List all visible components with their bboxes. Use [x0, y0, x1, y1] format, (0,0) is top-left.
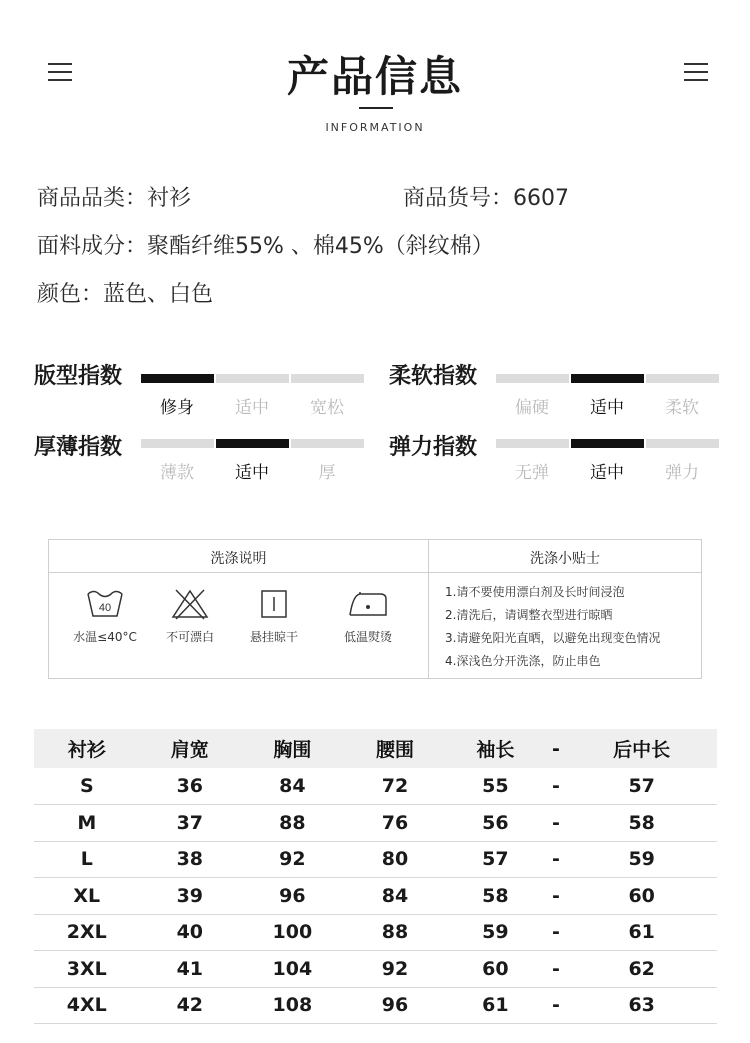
index-option-label: 柔软	[665, 398, 699, 418]
index-option-label: 修身	[160, 398, 194, 418]
table-cell: 100	[240, 914, 345, 951]
table-cell: 57	[566, 768, 717, 805]
index-bar-segment	[496, 374, 569, 383]
table-row	[34, 878, 717, 915]
index-bar-segment	[141, 439, 214, 448]
table-cell: 58	[566, 805, 717, 842]
info-fabric: 面料成分：聚酯纤维55% 、棉45%（斜纹棉）	[37, 234, 494, 259]
table-row	[34, 914, 717, 951]
index-label-fit: 版型指数	[34, 364, 123, 389]
size-label-cell: M	[34, 805, 140, 842]
index-bar-segment	[141, 374, 214, 383]
index-bar-segment	[571, 439, 644, 448]
table-cell: -	[546, 768, 567, 805]
wash-instructions-title: 洗涤说明	[210, 551, 267, 567]
line-dry-icon	[254, 588, 294, 620]
table-cell: 104	[240, 951, 345, 988]
size-table	[34, 729, 717, 1024]
table-cell: 88	[240, 805, 345, 842]
menu-icon-right[interactable]	[684, 63, 708, 83]
table-row	[34, 805, 717, 842]
wash-tips-title: 洗涤小贴士	[530, 551, 600, 567]
index-option-label: 适中	[590, 463, 624, 483]
index-option-label: 弹力	[665, 463, 699, 483]
table-header-cell: 腰围	[345, 729, 445, 768]
table-cell: 61	[566, 914, 717, 951]
table-cell: 96	[240, 878, 345, 915]
care-instructions-box	[48, 539, 702, 679]
table-header-cell: 袖长	[445, 729, 545, 768]
table-cell: 84	[345, 878, 445, 915]
table-cell: -	[546, 951, 567, 988]
index-option-label: 偏硬	[515, 398, 549, 418]
index-option-label: 适中	[590, 398, 624, 418]
care-label: 低温熨烫	[343, 630, 392, 644]
table-cell: 61	[445, 987, 545, 1024]
svg-text:40: 40	[98, 602, 112, 614]
index-option-label: 薄款	[160, 463, 194, 483]
care-label: 不可漂白	[165, 630, 214, 644]
care-tip: 1.请不要使用漂白剂及长时间浸泡	[445, 585, 625, 599]
index-option-label: 适中	[235, 398, 269, 418]
no-bleach-icon	[170, 588, 210, 620]
index-bar-segment	[216, 374, 289, 383]
info-item-no: 商品货号：6607	[403, 186, 569, 211]
index-label-thickness: 厚薄指数	[34, 435, 123, 460]
care-label: 悬挂晾干	[249, 630, 298, 644]
care-divider	[49, 572, 701, 573]
title-divider	[359, 107, 393, 109]
table-cell: 92	[240, 841, 345, 878]
index-label-softness: 柔软指数	[389, 364, 478, 389]
table-cell: 80	[345, 841, 445, 878]
index-option-label: 适中	[235, 463, 269, 483]
table-cell: 57	[445, 841, 545, 878]
index-bar-segment	[646, 439, 719, 448]
table-cell: 40	[140, 914, 240, 951]
table-cell: 60	[566, 878, 717, 915]
table-header-cell: 衬衫	[34, 729, 140, 768]
table-cell: -	[546, 805, 567, 842]
index-label-elasticity: 弹力指数	[389, 435, 478, 460]
size-label-cell: 4XL	[34, 987, 140, 1024]
table-cell: 60	[445, 951, 545, 988]
table-cell: 58	[445, 878, 545, 915]
table-cell: -	[546, 987, 567, 1024]
care-tip: 4.深浅色分开洗涤，防止串色	[445, 654, 601, 668]
table-cell: 88	[345, 914, 445, 951]
table-cell: 96	[345, 987, 445, 1024]
table-header-cell: -	[546, 729, 567, 768]
table-cell: 84	[240, 768, 345, 805]
wash-40-icon	[85, 588, 125, 620]
index-bar-segment	[216, 439, 289, 448]
index-bar-segment	[646, 374, 719, 383]
care-item-wash	[65, 588, 145, 645]
table-row	[34, 987, 717, 1024]
table-cell: 59	[566, 841, 717, 878]
size-label-cell: 3XL	[34, 951, 140, 988]
index-option-label: 厚	[318, 463, 336, 483]
header	[0, 0, 750, 150]
table-header-cell: 胸围	[240, 729, 345, 768]
page-subtitle: INFORMATION	[325, 121, 425, 134]
care-tip: 2.清洗后，请调整衣型进行晾晒	[445, 608, 613, 622]
table-row	[34, 841, 717, 878]
care-tip: 3.请避免阳光直晒，以避免出现变色情况	[445, 631, 661, 645]
table-cell: 76	[345, 805, 445, 842]
table-cell: 92	[345, 951, 445, 988]
table-header-cell: 后中长	[566, 729, 717, 768]
index-bar-segment	[571, 374, 644, 383]
table-header-cell: 肩宽	[140, 729, 240, 768]
size-table-body	[34, 768, 717, 1024]
table-row	[34, 768, 717, 805]
index-bar-segment	[291, 374, 364, 383]
table-cell: -	[546, 914, 567, 951]
iron-low-icon	[346, 588, 390, 620]
index-option-label: 无弹	[515, 463, 549, 483]
table-cell: 37	[140, 805, 240, 842]
table-cell: 41	[140, 951, 240, 988]
page-title: 产品信息	[286, 52, 463, 101]
table-cell: 108	[240, 987, 345, 1024]
care-item-dry	[234, 588, 314, 645]
info-category: 商品品类：衬衫	[37, 186, 192, 211]
table-cell: 56	[445, 805, 545, 842]
table-cell: 62	[566, 951, 717, 988]
care-item-bleach	[150, 588, 230, 645]
size-table-header	[34, 729, 717, 768]
size-label-cell: S	[34, 768, 140, 805]
care-label: 水温≤40°C	[73, 630, 137, 644]
table-cell: 39	[140, 878, 240, 915]
table-cell: 59	[445, 914, 545, 951]
table-cell: 42	[140, 987, 240, 1024]
info-color: 颜色：蓝色、白色	[37, 282, 214, 307]
table-cell: 36	[140, 768, 240, 805]
care-item-iron	[328, 588, 408, 645]
size-label-cell: 2XL	[34, 914, 140, 951]
table-cell: 72	[345, 768, 445, 805]
index-option-label: 宽松	[310, 398, 344, 418]
size-label-cell: XL	[34, 878, 140, 915]
table-cell: -	[546, 878, 567, 915]
size-label-cell: L	[34, 841, 140, 878]
table-cell: 63	[566, 987, 717, 1024]
table-row	[34, 951, 717, 988]
table-cell: -	[546, 841, 567, 878]
table-cell: 55	[445, 768, 545, 805]
index-bar-segment	[496, 439, 569, 448]
table-cell: 38	[140, 841, 240, 878]
index-bar-segment	[291, 439, 364, 448]
